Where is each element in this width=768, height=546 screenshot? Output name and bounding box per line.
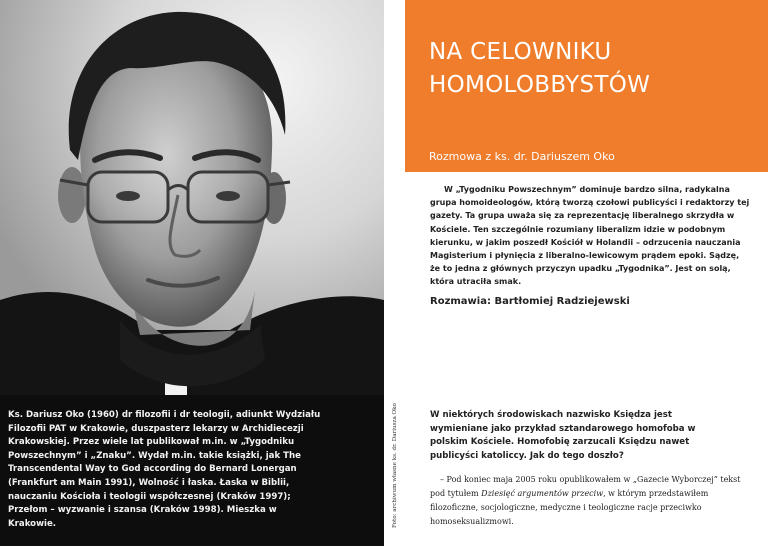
answer-text-1: – Pod koniec maja 2005 roku opublikowałem w „Gazecie Wyborczej” tekst pod tytułem — [430, 475, 741, 498]
photo-credit-text: Foto: archiwum własne ks. dr. Dariusza Oko — [392, 403, 398, 528]
interview-answer — [430, 473, 755, 529]
answer-text-2: , w którym przedstawiłem filozoficzne, socjologiczne, medyczne i teologiczne racje przeciwko homoseksualizmowi. — [430, 489, 709, 526]
article-subtitle: Rozmowa z ks. dr. Dariuszem Oko — [429, 150, 615, 163]
article-title — [429, 36, 650, 102]
answer-article-title: Dziesięć argumentów przeciw — [481, 489, 604, 498]
photo-caption: Ks. Dariusz Oko (1960) dr filozofii i dr teologii, adiunkt Wydziału Filozofii PAT w Krakowie, duszpasterz lekarzy w Archidiecezji Krakowskiej. Przez wiele lat publikował m.in. w „Tygodniku Powszechnym” i „Znaku”. Wydał m.in. takie książki, jak The Transcendental Way to God according do Bernard Lonergan (Frankfurt am Main 1991), Wolność i łaska. Łaska w Biblii, nauczaniu Kościoła i teologii współczesnej (Kraków 1997); Przełom – wyzwanie i szansa (Kraków 1998). Mieszka w Krakowie. — [8, 410, 321, 529]
lead-paragraph: W „Tygodniku Powszechnym” dominuje bardzo silna, radykalna grupa homoideologów, którą tworzą czołowi publicyści i redaktorzy tej gazety. Ta grupa uważa się za reprezentację liberalnego skrzydła w Kościele. Ten szczególnie rozumiany liberalizm idzie w podobnym kierunku, w jakim poszedł Kościół w Holandii – odrzucenia nauczania Magisterium i płynięcia z liberalno-lewicowym prądem epoki. Sądzę, że to jedna z głównych przyczyn upadku „Tygodnika”. Jest on solą, która utraciła smak. — [430, 185, 750, 287]
title-line-2: HOMOLOBBYSTÓW — [429, 72, 651, 98]
title-banner — [405, 0, 768, 172]
title-line-1: NA CELOWNIKU — [429, 39, 612, 65]
interview-question: W niektórych środowiskach nazwisko Księdza jest wymieniane jako przykład sztandarowego homofoba w polskim Kościele. Homofobię zarzucali Księdzu nawet publicyści katoliccy. Jak do tego doszło? — [430, 410, 696, 461]
interviewer-byline: Rozmawia: Bartłomiej Radziejewski — [430, 296, 630, 307]
photo-credit — [392, 378, 402, 528]
